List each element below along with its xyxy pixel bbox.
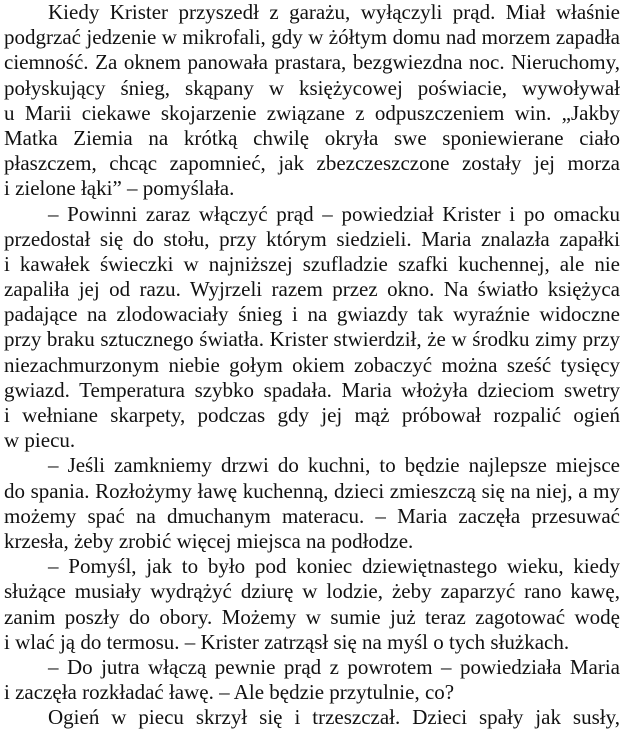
text-line: gwiazd. Temperatura szybko spadała. Maria włożyła dzieciom swetry: [4, 377, 620, 402]
text-line: zapaliła jej od razu. Wyjrzeli razem przez okno. Na światło księżyca: [4, 277, 620, 302]
text-line: i zaczęła rozkładać ławę. – Ale będzie przytulnie, co?: [4, 680, 455, 705]
text-line: i wełniane skarpety, podczas gdy jej mąż próbował rozpalić ogień: [4, 403, 620, 427]
text-line: podgrzać jedzenie w mikrofali, gdy w żółtym domu nad morzem zapadła: [4, 25, 620, 50]
paragraph: [4, 554, 620, 655]
text-line: służące musiały wydrążyć dziurę w lodzie, żeby zaparzyć rano kawę,: [4, 579, 620, 604]
text-line: ciemność. Za oknem panowała prastara, bezgwiezdna noc. Nieruchomy,: [4, 50, 620, 75]
text-line: u Marii ciekawe skojarzenie związane z odpuszczeniem win. „Jakby: [4, 100, 620, 125]
paragraph: [4, 202, 620, 454]
text-line: – Do jutra włączą pewnie prąd z powrotem – powiedziała Maria: [48, 654, 620, 679]
text-line: – Jeśli zamkniemy drzwi do kuchni, to będzie najlepsze miejsce: [48, 453, 620, 478]
text-line: niezachmurzonym niebie gołym okiem zobaczyć można sześć tysięcy: [4, 352, 620, 377]
paragraph: [4, 705, 620, 730]
text-line: zanim poszły do obory. Możemy w sumie już teraz zagotować wodę: [4, 604, 620, 629]
text-line: przedostał się do stołu, przy którym siedzieli. Maria znalazła zapałki: [4, 226, 620, 251]
text-line: w piecu.: [4, 428, 76, 453]
text-line: – Pomyśl, jak to było pod koniec dziewiętnastego wieku, kiedy: [48, 554, 620, 579]
text-line: i wlać ją do termosu. – Krister zatrząsł się na myśl o tych służkach.: [4, 629, 570, 654]
text-line: połyskujący śnieg, skąpany w księżycowej poświacie, wywoływał: [4, 75, 620, 100]
text-line: możemy spać na dmuchanym materacu. – Maria zaczęła przesuwać: [4, 503, 620, 528]
text-line: płaszczem, chcąc zapomnieć, jak zbezczeszczone zostały jej morza: [4, 151, 620, 176]
text-line: i kawałek świeczki w najniższej szufladzie szafki kuchennej, ale nie: [4, 251, 620, 276]
text-line: przy braku sztucznego światła. Krister stwierdził, że w środku zimy przy: [4, 327, 620, 352]
text-line: padające na zlodowaciały śnieg i na gwiazdy tak wyraźnie widoczne: [4, 302, 620, 327]
paragraph: [4, 655, 620, 705]
text-line: Matka Ziemia na krótką chwilę okryła swe sponiewierane ciało: [4, 125, 620, 150]
text-line: krzesła, żeby zrobić więcej miejsca na podłodze.: [4, 528, 414, 553]
paragraph: [4, 0, 620, 202]
text-line: Kiedy Krister przyszedł z garażu, wyłączyli prąd. Miał właśnie: [48, 0, 620, 24]
text-line: do spania. Rozłożymy ławę kuchenną, dzieci zmieszczą się na niej, a my: [4, 478, 620, 503]
paragraph: [4, 453, 620, 554]
text-line: – Powinni zaraz włączyć prąd – powiedział Krister i po omacku: [48, 201, 620, 226]
text-line: Ogień w piecu skrzył się i trzeszczał. Dzieci spały jak susły,: [48, 705, 620, 730]
text-line: i zielone łąki” – pomyślała.: [4, 176, 235, 201]
